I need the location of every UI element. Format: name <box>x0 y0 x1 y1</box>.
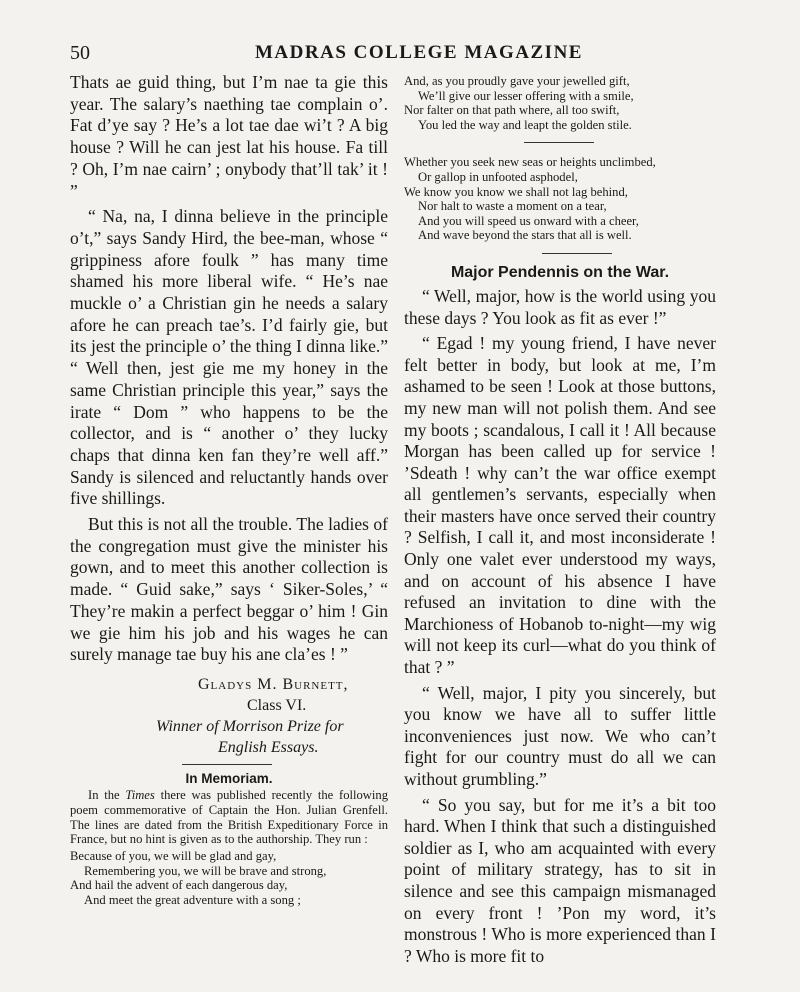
author-name: Gladys M. Burnett, <box>198 675 349 693</box>
right-column <box>404 74 716 971</box>
poem-line: We’ll give our lesser offering with a smile, <box>418 88 634 103</box>
memoriam-intro <box>70 788 388 847</box>
poem-line: Remembering you, we will be brave and strong, <box>84 863 327 878</box>
section-divider <box>542 253 612 254</box>
page-number: 50 <box>70 42 90 64</box>
article-text <box>404 286 716 967</box>
article-paragraph: “ Well, major, how is the world using you these days ? You look as fit as ever !” <box>404 285 716 328</box>
poem-line: You led the way and leapt the golden stile. <box>418 117 632 132</box>
article-heading: Major Pendennis on the War. <box>450 263 670 281</box>
essay-paragraph: Thats ae guid thing, but I’m nae ta gie this year. The salary’s naething tae complain o’. Fat d’ye say ? He’s a lot tae dae wi’t ? A big house ? Will he can jest lat his house. Fa till ? Oh, I’m nae cairn’ ; onybody that’ll tak’ it ! ” <box>70 72 388 201</box>
poem-line: Whether you seek new seas or heights unclimbed, <box>404 155 656 170</box>
essay-signature <box>70 674 388 758</box>
left-column <box>70 72 388 908</box>
section-divider <box>524 142 594 143</box>
essay-text <box>70 72 388 666</box>
memoriam-intro-start: In the <box>88 787 126 802</box>
article-paragraph: “ So you say, but for me it’s a bit too hard. When I think that such a distinguished soldier as I, who am acquainted with every point of military strategy, has to sit in silence and see this campaign mismanaged on every front ! ’Pon my word, it’s monstrous ! Who is more experienced than I ? Who is more fit to <box>404 794 716 966</box>
memoriam-poem-start <box>70 849 388 907</box>
memoriam-intro-rest: there was published recently the following poem commemorative of Captain the Hon. Julian Grenfell. The lines are dated from the British Expeditionary Force in France, but no hint is given as to the authorship. They run : <box>70 787 388 847</box>
article-paragraph: “ Well, major, I pity you sincerely, but you know we have all to suffer little inconveniences just now. We who can’t fight for our country must do all we can without grumbling.” <box>404 682 716 789</box>
poem-stanza <box>404 155 716 243</box>
poem-stanza <box>404 74 716 132</box>
essay-paragraph: “ Na, na, I dinna believe in the principle o’t,” says Sandy Hird, the bee-man, whose “ grippiness afore foulk ” has many time shamed his more liberal wife. “ He’s nae muckle o’ a Christian gin he needs a salary afore he can preach tae’s. I’d fairly gie, but its jest the principle o’ the thing I dinna like.” “ Well then, jest gie me my honey in the same Christian principle this year,” says the irate “ Dom ” who happens to be the collector, and is “ another o’ they lucky chaps that dinna ken fan they’re well aff.” Sandy is silenced and reluctantly hands over five shillings. <box>70 206 388 509</box>
poem-line: And, as you proudly gave your jewelled gift, <box>404 74 630 88</box>
poem-line: Or gallop in unfooted asphodel, <box>418 169 578 184</box>
poem-line: And wave beyond the stars that all is well. <box>418 228 632 243</box>
poem-line: Nor falter on that path where, all too swift, <box>404 103 620 118</box>
poem-line: Nor halt to waste a moment on a tear, <box>418 199 607 214</box>
magazine-title: MADRAS COLLEGE MAGAZINE <box>255 42 583 63</box>
memoriam-heading: In Memoriam. <box>185 770 273 786</box>
section-divider <box>182 764 272 765</box>
article-paragraph: “ Egad ! my young friend, I have never felt better in body, but look at me, I’m ashamed to be seen ! Look at those buttons, my new man will not polish them. And see my boots ; scandalous, I call it ! All because Morgan has been called up for service ! ’Sdeath ! why can’t the war office exempt all gentlemen’s servants, especially when their masters have once served their country ? Selfish, I call it, and most inconsiderate ! Only one valet ever understood my ways, and on account of his absence I have refused an invitation to dine with the Marchioness of Hobanob to-night—my wig will not keep its curl—what do you think of that ? ” <box>404 333 716 678</box>
author-prize: Winner of Morrison Prize for <box>156 717 344 735</box>
poem-line: And you will speed us onward with a cheer, <box>418 213 639 228</box>
author-prize-cont: English Essays. <box>218 738 319 756</box>
times-title: Times <box>125 787 155 802</box>
poem-line: Because of you, we will be glad and gay, <box>70 849 277 864</box>
poem-line: We know you know we shall not lag behind, <box>404 184 628 199</box>
poem-line: And meet the great adventure with a song ; <box>84 892 301 907</box>
poem-line: And hail the advent of each dangerous day, <box>70 878 288 893</box>
author-class: Class VI. <box>247 696 307 714</box>
essay-paragraph: But this is not all the trouble. The ladies of the congregation must give the minister his gown, and to meet this another collection is made. “ Guid sake,” says ‘ Siker-Soles,’ “ They’re makin a perfect beggar o’ him ! Gin we gie him his job and his wages he can surely manage tae buy his ane cla’es ! ” <box>70 514 388 665</box>
